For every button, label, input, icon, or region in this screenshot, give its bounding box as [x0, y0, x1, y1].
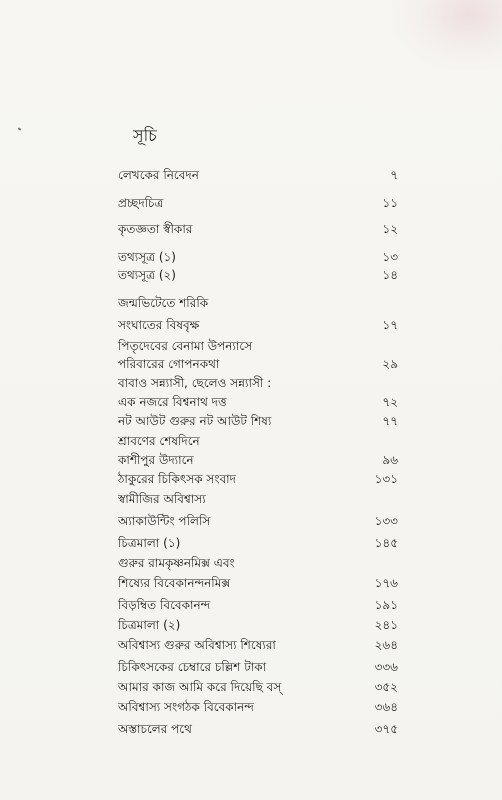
toc-entry-title: বাবাও সন্ন্যাসী, ছেলেও সন্ন্যাসী : — [118, 376, 272, 390]
page-title: সূচি — [133, 126, 157, 145]
toc-entry-title: পিতৃদেবের বেনামা উপন্যাসে — [118, 339, 253, 353]
toc-entry-title: অবিশ্বাস্য সংগঠক বিবেকানন্দ — [118, 700, 254, 714]
toc-entry-page-number: ৯৬ — [382, 453, 398, 467]
toc-entry-page-number: ১৭ — [382, 318, 398, 332]
toc-entry-title: চিত্রমালা (২) — [118, 618, 181, 632]
ink-speck — [18, 127, 22, 130]
toc-entry-title: তথ্যসূত্র (২) — [118, 268, 176, 282]
toc-entry-title: এক নজরে বিশ্বনাথ দত্ত — [118, 395, 227, 409]
toc-entry-title: কৃতজ্ঞতা স্বীকার — [118, 222, 193, 236]
toc-entry-title: অবিশ্বাস্য গুরুর অবিশ্বাস্য শিষ্যেরা — [118, 638, 276, 652]
toc-entry-title: চিত্রমালা (১) — [118, 536, 181, 550]
toc-entry-title: শ্রাবণের শেষদিনে — [118, 434, 200, 448]
toc-entry-page-number: ১৪ — [382, 268, 398, 282]
toc-entry-title: চিকিৎসকের চেম্বারে চল্লিশ টাকা — [118, 660, 267, 674]
toc-entry-page-number: ৩৩৬ — [374, 660, 398, 674]
toc-entry-page-number: ৭ — [390, 168, 398, 182]
page-stain — [392, 0, 502, 70]
toc-entry-title: স্বামীজির অবিশ্বাস্য — [118, 492, 206, 506]
toc-entry-page-number: ১৭৬ — [374, 576, 398, 590]
toc-entry-page-number: ১৩ — [382, 250, 398, 264]
toc-entry-title: জন্মভিটেতে শরিকি — [118, 296, 209, 310]
toc-entry-page-number: ১২ — [382, 222, 398, 236]
toc-entry-page-number: ১১ — [382, 196, 398, 210]
toc-entry-page-number: ৭২ — [382, 395, 398, 409]
toc-entry-title: বিড়ম্বিত বিবেকানন্দ — [118, 598, 211, 612]
toc-entry-title: ঠাকুরের চিকিৎসক সংবাদ — [118, 472, 236, 486]
toc-entry-title: নট আউট গুরুর নট আউট শিষ্য — [118, 414, 272, 428]
toc-entry-title: আমার কাজ আমি করে দিয়েছি বস্ — [118, 680, 282, 694]
toc-entry-title: গুরুর রামকৃষ্ণনমিক্স এবং — [118, 556, 235, 570]
toc-entry-title: কাশীপুর উদ্যানে — [118, 453, 194, 467]
toc-entry-page-number: ৩৭৫ — [374, 722, 398, 736]
toc-entry-title: অস্তাচলের পথে — [118, 722, 192, 736]
toc-entry-page-number: ৩৫২ — [374, 680, 398, 694]
toc-entry-title: তথ্যসূত্র (১) — [118, 250, 176, 264]
toc-entry-title: শিষ্যের বিবেকানন্দনমিক্স — [118, 576, 231, 590]
toc-entry-title: লেখকের নিবেদন — [118, 168, 199, 182]
toc-entry-title: অ্যাকাউন্টিং পলিসি — [118, 514, 211, 528]
toc-entry-page-number: ৩৬৪ — [374, 700, 398, 714]
toc-entry-page-number: ১৪৫ — [374, 536, 398, 550]
toc-entry-title: প্রচ্ছদচিত্র — [118, 196, 164, 210]
toc-entry-page-number: ২৯ — [382, 357, 398, 371]
toc-entry-page-number: ৭৭ — [382, 414, 398, 428]
toc-entry-page-number: ১৯১ — [374, 598, 398, 612]
toc-entry-page-number: ১৩৩ — [374, 514, 398, 528]
toc-entry-page-number: ১৩১ — [374, 472, 398, 486]
toc-entry-title: পরিবারের গোপনকথা — [118, 357, 220, 371]
toc-entry-page-number: ২৬৪ — [374, 638, 398, 652]
toc-entry-title: সংঘাতের বিষবৃক্ষ — [118, 318, 200, 332]
toc-entry-page-number: ২৪১ — [374, 618, 398, 632]
